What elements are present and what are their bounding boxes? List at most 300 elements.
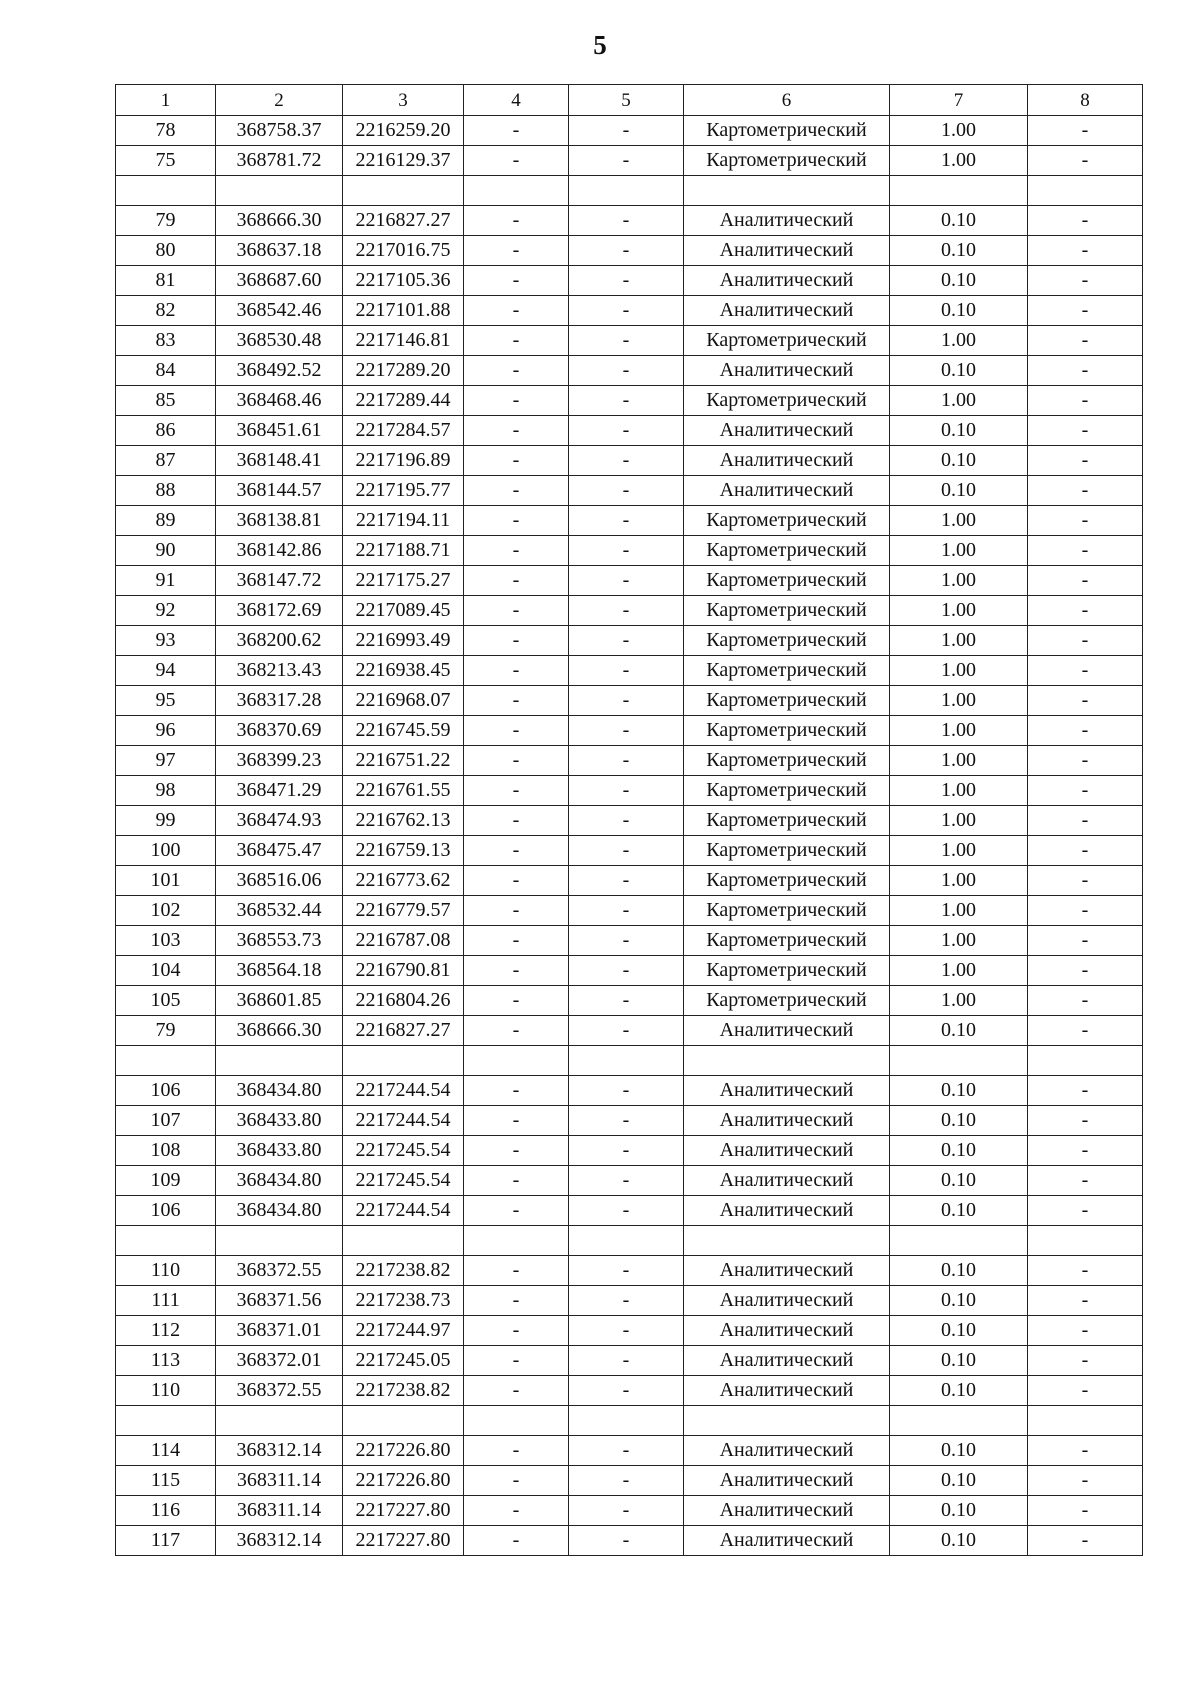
x-coordinate-cell: 368666.30 (216, 1016, 343, 1046)
col-8-cell: - (1028, 746, 1143, 776)
method-cell: Картометрический (684, 896, 890, 926)
method-cell: Аналитический (684, 1286, 890, 1316)
precision-cell: 1.00 (890, 926, 1028, 956)
x-coordinate-cell: 368200.62 (216, 626, 343, 656)
table-row (116, 596, 1143, 626)
x-coordinate-cell: 368564.18 (216, 956, 343, 986)
point-number-cell: 112 (116, 1316, 216, 1346)
col-4-cell: - (464, 896, 569, 926)
col-8-cell: - (1028, 326, 1143, 356)
method-cell: Аналитический (684, 1316, 890, 1346)
table-row (116, 806, 1143, 836)
col-4-cell: - (464, 746, 569, 776)
col-8-cell: - (1028, 1076, 1143, 1106)
col-4-cell: - (464, 926, 569, 956)
table-row (116, 1496, 1143, 1526)
col-4-cell: - (464, 296, 569, 326)
x-coordinate-cell: 368601.85 (216, 986, 343, 1016)
precision-cell: 0.10 (890, 1016, 1028, 1046)
col-4-cell: - (464, 806, 569, 836)
y-coordinate-cell: 2217105.36 (343, 266, 464, 296)
col-5-cell: - (569, 1136, 684, 1166)
y-coordinate-cell: 2217244.54 (343, 1196, 464, 1226)
point-number-cell: 110 (116, 1376, 216, 1406)
table-row (116, 296, 1143, 326)
x-coordinate-cell: 368372.55 (216, 1376, 343, 1406)
point-number-cell: 114 (116, 1436, 216, 1466)
col-5-cell: - (569, 896, 684, 926)
col-5-cell: - (569, 1346, 684, 1376)
y-coordinate-cell: 2216993.49 (343, 626, 464, 656)
point-number-cell: 101 (116, 866, 216, 896)
col-4-cell: - (464, 1136, 569, 1166)
col-8-cell: - (1028, 1376, 1143, 1406)
y-coordinate-cell (343, 1406, 464, 1436)
table-row (116, 1166, 1143, 1196)
method-cell: Аналитический (684, 1166, 890, 1196)
precision-cell: 1.00 (890, 536, 1028, 566)
x-coordinate-cell: 368434.80 (216, 1196, 343, 1226)
y-coordinate-cell: 2217289.20 (343, 356, 464, 386)
y-coordinate-cell: 2216759.13 (343, 836, 464, 866)
x-coordinate-cell: 368637.18 (216, 236, 343, 266)
table-row (116, 746, 1143, 776)
method-cell: Аналитический (684, 1526, 890, 1556)
point-number-cell: 96 (116, 716, 216, 746)
method-cell: Аналитический (684, 206, 890, 236)
x-coordinate-cell: 368371.01 (216, 1316, 343, 1346)
column-header-1: 1 (116, 85, 216, 116)
col-5-cell: - (569, 836, 684, 866)
col-8-cell (1028, 1046, 1143, 1076)
point-number-cell: 85 (116, 386, 216, 416)
x-coordinate-cell: 368370.69 (216, 716, 343, 746)
col-4-cell: - (464, 1256, 569, 1286)
col-8-cell: - (1028, 506, 1143, 536)
point-number-cell: 111 (116, 1286, 216, 1316)
precision-cell: 1.00 (890, 686, 1028, 716)
precision-cell: 1.00 (890, 986, 1028, 1016)
point-number-cell: 103 (116, 926, 216, 956)
method-cell: Аналитический (684, 1136, 890, 1166)
separator-row (116, 176, 1143, 206)
precision-cell: 0.10 (890, 1256, 1028, 1286)
col-8-cell: - (1028, 416, 1143, 446)
point-number-cell: 94 (116, 656, 216, 686)
col-5-cell: - (569, 926, 684, 956)
table-row (116, 956, 1143, 986)
y-coordinate-cell: 2216259.20 (343, 116, 464, 146)
col-5-cell: - (569, 686, 684, 716)
method-cell: Картометрический (684, 146, 890, 176)
precision-cell (890, 176, 1028, 206)
col-5-cell (569, 1046, 684, 1076)
x-coordinate-cell: 368138.81 (216, 506, 343, 536)
point-number-cell: 113 (116, 1346, 216, 1376)
precision-cell: 1.00 (890, 116, 1028, 146)
point-number-cell: 93 (116, 626, 216, 656)
col-4-cell: - (464, 416, 569, 446)
col-5-cell: - (569, 296, 684, 326)
table-body (116, 85, 1143, 1556)
x-coordinate-cell (216, 1046, 343, 1076)
x-coordinate-cell: 368312.14 (216, 1436, 343, 1466)
precision-cell: 0.10 (890, 1136, 1028, 1166)
precision-cell: 0.10 (890, 1346, 1028, 1376)
x-coordinate-cell: 368553.73 (216, 926, 343, 956)
precision-cell: 1.00 (890, 956, 1028, 986)
table-row (116, 266, 1143, 296)
table-row (116, 416, 1143, 446)
x-coordinate-cell: 368474.93 (216, 806, 343, 836)
table-row (116, 1076, 1143, 1106)
method-cell: Картометрический (684, 806, 890, 836)
column-header-5: 5 (569, 85, 684, 116)
x-coordinate-cell: 368144.57 (216, 476, 343, 506)
method-cell: Аналитический (684, 416, 890, 446)
col-4-cell: - (464, 1106, 569, 1136)
method-cell: Картометрический (684, 746, 890, 776)
point-number-cell: 84 (116, 356, 216, 386)
col-8-cell: - (1028, 1316, 1143, 1346)
method-cell: Картометрический (684, 776, 890, 806)
col-8-cell: - (1028, 866, 1143, 896)
table-row (116, 836, 1143, 866)
precision-cell: 1.00 (890, 386, 1028, 416)
table-header-row (116, 85, 1143, 116)
col-4-cell: - (464, 326, 569, 356)
x-coordinate-cell: 368666.30 (216, 206, 343, 236)
col-5-cell: - (569, 956, 684, 986)
col-4-cell: - (464, 1376, 569, 1406)
y-coordinate-cell: 2217101.88 (343, 296, 464, 326)
col-4-cell: - (464, 1166, 569, 1196)
precision-cell: 1.00 (890, 806, 1028, 836)
method-cell: Картометрический (684, 716, 890, 746)
point-number-cell: 108 (116, 1136, 216, 1166)
point-number-cell: 79 (116, 206, 216, 236)
y-coordinate-cell (343, 1046, 464, 1076)
x-coordinate-cell: 368542.46 (216, 296, 343, 326)
table-row (116, 896, 1143, 926)
precision-cell: 1.00 (890, 656, 1028, 686)
point-number-cell: 87 (116, 446, 216, 476)
col-8-cell: - (1028, 1346, 1143, 1376)
point-number-cell: 91 (116, 566, 216, 596)
col-8-cell: - (1028, 1166, 1143, 1196)
col-5-cell: - (569, 1016, 684, 1046)
x-coordinate-cell: 368532.44 (216, 896, 343, 926)
precision-cell: 1.00 (890, 626, 1028, 656)
point-number-cell: 90 (116, 536, 216, 566)
col-5-cell: - (569, 1526, 684, 1556)
col-8-cell: - (1028, 896, 1143, 926)
col-8-cell: - (1028, 1466, 1143, 1496)
separator-row (116, 1046, 1143, 1076)
col-4-cell: - (464, 386, 569, 416)
col-8-cell: - (1028, 836, 1143, 866)
precision-cell: 0.10 (890, 1196, 1028, 1226)
table-row (116, 1256, 1143, 1286)
point-number-cell: 117 (116, 1526, 216, 1556)
precision-cell: 0.10 (890, 476, 1028, 506)
x-coordinate-cell: 368142.86 (216, 536, 343, 566)
point-number-cell: 97 (116, 746, 216, 776)
col-8-cell: - (1028, 956, 1143, 986)
table-row (116, 566, 1143, 596)
y-coordinate-cell: 2216779.57 (343, 896, 464, 926)
y-coordinate-cell: 2217194.11 (343, 506, 464, 536)
point-number-cell: 95 (116, 686, 216, 716)
column-header-2: 2 (216, 85, 343, 116)
y-coordinate-cell: 2217226.80 (343, 1466, 464, 1496)
table-row (116, 986, 1143, 1016)
column-header-4: 4 (464, 85, 569, 116)
col-4-cell: - (464, 146, 569, 176)
y-coordinate-cell: 2216751.22 (343, 746, 464, 776)
y-coordinate-cell: 2217227.80 (343, 1496, 464, 1526)
method-cell: Картометрический (684, 326, 890, 356)
method-cell: Картометрический (684, 656, 890, 686)
precision-cell: 1.00 (890, 866, 1028, 896)
point-number-cell: 104 (116, 956, 216, 986)
x-coordinate-cell: 368172.69 (216, 596, 343, 626)
method-cell: Картометрический (684, 686, 890, 716)
precision-cell: 1.00 (890, 746, 1028, 776)
x-coordinate-cell: 368433.80 (216, 1106, 343, 1136)
col-4-cell: - (464, 1436, 569, 1466)
col-4-cell: - (464, 1466, 569, 1496)
table-row (116, 116, 1143, 146)
y-coordinate-cell (343, 176, 464, 206)
x-coordinate-cell: 368312.14 (216, 1526, 343, 1556)
precision-cell: 0.10 (890, 1166, 1028, 1196)
col-5-cell: - (569, 1436, 684, 1466)
method-cell: Картометрический (684, 536, 890, 566)
separator-row (116, 1226, 1143, 1256)
y-coordinate-cell: 2217289.44 (343, 386, 464, 416)
col-5-cell: - (569, 656, 684, 686)
table-row (116, 506, 1143, 536)
col-5-cell: - (569, 356, 684, 386)
col-8-cell: - (1028, 116, 1143, 146)
method-cell: Аналитический (684, 266, 890, 296)
precision-cell: 1.00 (890, 146, 1028, 176)
method-cell: Аналитический (684, 1496, 890, 1526)
y-coordinate-cell: 2216827.27 (343, 206, 464, 236)
method-cell: Аналитический (684, 356, 890, 386)
col-5-cell: - (569, 266, 684, 296)
precision-cell: 1.00 (890, 896, 1028, 926)
col-4-cell: - (464, 506, 569, 536)
x-coordinate-cell (216, 176, 343, 206)
x-coordinate-cell: 368372.55 (216, 1256, 343, 1286)
col-8-cell: - (1028, 656, 1143, 686)
precision-cell (890, 1406, 1028, 1436)
col-4-cell: - (464, 776, 569, 806)
x-coordinate-cell: 368311.14 (216, 1496, 343, 1526)
col-8-cell (1028, 1226, 1143, 1256)
col-4-cell: - (464, 356, 569, 386)
y-coordinate-cell: 2217188.71 (343, 536, 464, 566)
y-coordinate-cell: 2217226.80 (343, 1436, 464, 1466)
precision-cell: 1.00 (890, 596, 1028, 626)
y-coordinate-cell: 2216745.59 (343, 716, 464, 746)
x-coordinate-cell: 368492.52 (216, 356, 343, 386)
col-4-cell: - (464, 266, 569, 296)
col-5-cell (569, 176, 684, 206)
col-5-cell: - (569, 146, 684, 176)
x-coordinate-cell: 368468.46 (216, 386, 343, 416)
col-4-cell: - (464, 1196, 569, 1226)
y-coordinate-cell: 2217238.73 (343, 1286, 464, 1316)
col-5-cell: - (569, 1316, 684, 1346)
table-row (116, 686, 1143, 716)
col-8-cell: - (1028, 266, 1143, 296)
col-5-cell: - (569, 1376, 684, 1406)
col-4-cell (464, 1046, 569, 1076)
point-number-cell: 109 (116, 1166, 216, 1196)
table-row (116, 356, 1143, 386)
col-4-cell: - (464, 536, 569, 566)
precision-cell: 0.10 (890, 1466, 1028, 1496)
table-row (116, 536, 1143, 566)
precision-cell: 0.10 (890, 356, 1028, 386)
method-cell: Картометрический (684, 566, 890, 596)
point-number-cell: 81 (116, 266, 216, 296)
x-coordinate-cell: 368213.43 (216, 656, 343, 686)
table-row (116, 866, 1143, 896)
col-4-cell: - (464, 476, 569, 506)
col-5-cell: - (569, 776, 684, 806)
column-header-6: 6 (684, 85, 890, 116)
col-8-cell: - (1028, 1136, 1143, 1166)
col-4-cell: - (464, 656, 569, 686)
point-number-cell: 89 (116, 506, 216, 536)
y-coordinate-cell: 2217244.54 (343, 1076, 464, 1106)
col-8-cell: - (1028, 806, 1143, 836)
x-coordinate-cell: 368399.23 (216, 746, 343, 776)
col-8-cell: - (1028, 446, 1143, 476)
col-5-cell: - (569, 566, 684, 596)
point-number-cell: 98 (116, 776, 216, 806)
table-row (116, 1196, 1143, 1226)
point-number-cell: 78 (116, 116, 216, 146)
table-row (116, 926, 1143, 956)
col-5-cell: - (569, 1466, 684, 1496)
precision-cell: 0.10 (890, 266, 1028, 296)
col-8-cell (1028, 176, 1143, 206)
y-coordinate-cell: 2216761.55 (343, 776, 464, 806)
col-4-cell (464, 1226, 569, 1256)
col-8-cell: - (1028, 296, 1143, 326)
col-4-cell: - (464, 716, 569, 746)
y-coordinate-cell: 2216129.37 (343, 146, 464, 176)
x-coordinate-cell: 368758.37 (216, 116, 343, 146)
col-5-cell: - (569, 1106, 684, 1136)
precision-cell: 0.10 (890, 1316, 1028, 1346)
x-coordinate-cell: 368434.80 (216, 1166, 343, 1196)
col-8-cell: - (1028, 1106, 1143, 1136)
y-coordinate-cell: 2216773.62 (343, 866, 464, 896)
method-cell: Картометрический (684, 386, 890, 416)
method-cell: Картометрический (684, 866, 890, 896)
point-number-cell: 75 (116, 146, 216, 176)
col-4-cell: - (464, 866, 569, 896)
col-8-cell: - (1028, 146, 1143, 176)
col-4-cell: - (464, 446, 569, 476)
table-row (116, 236, 1143, 266)
col-4-cell: - (464, 116, 569, 146)
precision-cell: 1.00 (890, 566, 1028, 596)
point-number-cell: 86 (116, 416, 216, 446)
table-row (116, 1316, 1143, 1346)
col-4-cell: - (464, 206, 569, 236)
col-5-cell: - (569, 236, 684, 266)
col-5-cell: - (569, 1286, 684, 1316)
x-coordinate-cell: 368434.80 (216, 1076, 343, 1106)
precision-cell: 0.10 (890, 1286, 1028, 1316)
precision-cell: 0.10 (890, 1436, 1028, 1466)
precision-cell: 1.00 (890, 506, 1028, 536)
table-row (116, 386, 1143, 416)
col-5-cell: - (569, 416, 684, 446)
point-number-cell: 79 (116, 1016, 216, 1046)
col-5-cell: - (569, 116, 684, 146)
y-coordinate-cell: 2217227.80 (343, 1526, 464, 1556)
col-5-cell: - (569, 1496, 684, 1526)
y-coordinate-cell: 2216790.81 (343, 956, 464, 986)
precision-cell (890, 1046, 1028, 1076)
y-coordinate-cell: 2217089.45 (343, 596, 464, 626)
table-row (116, 146, 1143, 176)
y-coordinate-cell: 2216968.07 (343, 686, 464, 716)
method-cell: Аналитический (684, 1376, 890, 1406)
col-5-cell (569, 1226, 684, 1256)
point-number-cell: 116 (116, 1496, 216, 1526)
y-coordinate-cell: 2216787.08 (343, 926, 464, 956)
col-4-cell: - (464, 986, 569, 1016)
point-number-cell: 83 (116, 326, 216, 356)
col-8-cell: - (1028, 386, 1143, 416)
col-5-cell: - (569, 1256, 684, 1286)
method-cell (684, 1046, 890, 1076)
point-number-cell (116, 176, 216, 206)
y-coordinate-cell: 2217016.75 (343, 236, 464, 266)
precision-cell: 0.10 (890, 1076, 1028, 1106)
col-8-cell: - (1028, 986, 1143, 1016)
y-coordinate-cell (343, 1226, 464, 1256)
table-row (116, 656, 1143, 686)
table-row (116, 1526, 1143, 1556)
y-coordinate-cell: 2217195.77 (343, 476, 464, 506)
x-coordinate-cell: 368475.47 (216, 836, 343, 866)
col-5-cell: - (569, 1076, 684, 1106)
point-number-cell: 106 (116, 1076, 216, 1106)
table-row (116, 716, 1143, 746)
table-row (116, 326, 1143, 356)
precision-cell: 0.10 (890, 416, 1028, 446)
col-4-cell: - (464, 566, 569, 596)
method-cell: Аналитический (684, 1466, 890, 1496)
precision-cell: 1.00 (890, 326, 1028, 356)
point-number-cell: 102 (116, 896, 216, 926)
col-5-cell: - (569, 806, 684, 836)
page-number: 5 (593, 30, 607, 60)
method-cell: Картометрический (684, 926, 890, 956)
x-coordinate-cell: 368148.41 (216, 446, 343, 476)
y-coordinate-cell: 2217245.54 (343, 1136, 464, 1166)
